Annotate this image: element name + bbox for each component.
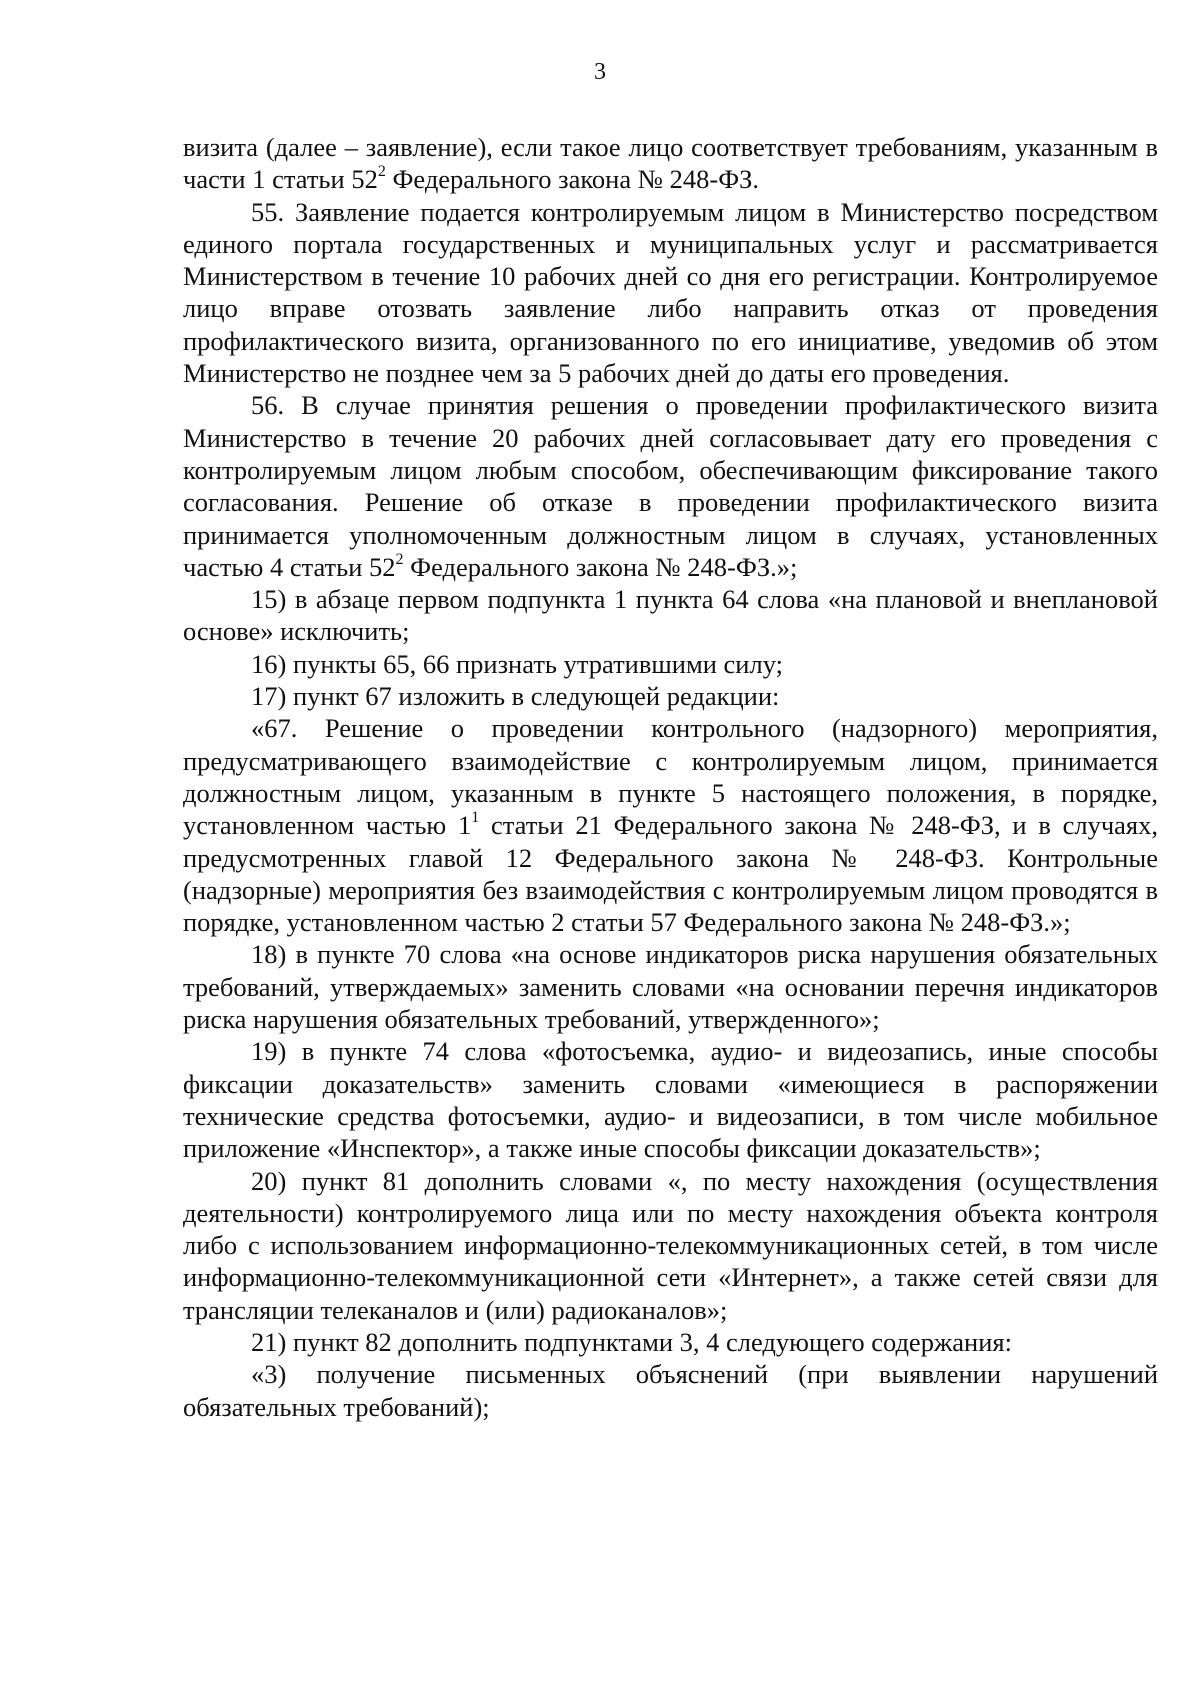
text-segment: Федерального закона № 248-ФЗ.»; — [403, 551, 798, 582]
superscript: 1 — [471, 809, 480, 827]
text-segment: статьи 21 Федерального закона № 248-ФЗ, и в случаях, предусмотренных главой 12 Федерального закона № 248-ФЗ. Контрольные (надзорные) мероприятия без взаимодействия с контролируемым лицом проводятся в порядке, установленном частью 2 статьи 57 Федерального закона № 248-ФЗ.»; — [183, 810, 1158, 938]
text-segment: 17) пункт 67 изложить в следующей редакции: — [251, 681, 780, 712]
text-segment: 16) пункты 65, 66 признать утратившими силу; — [251, 648, 783, 679]
paragraph-p11 — [183, 1326, 1158, 1358]
paragraph-p7 — [183, 712, 1158, 938]
text-segment: визита (далее – заявление), если такое лицо соответствует требованиям, указанным в части 1 статьи 52 — [183, 132, 1158, 195]
page-number: 3 — [594, 59, 606, 85]
paragraph-p8 — [183, 938, 1158, 1035]
superscript: 2 — [395, 551, 404, 569]
text-segment: «3) получение письменных объяснений (при выявлении нарушений обязательных требований); — [183, 1359, 1158, 1422]
paragraph-p12 — [183, 1358, 1158, 1423]
text-segment: «67. Решение о проведении контрольного (надзорного) мероприятия, предусматривающего взаимодействие с контролируемым лицом, принимается должностным лицом, указанным в пункте 5 настоящего положения, в порядке, установленном частью 1 — [183, 713, 1158, 841]
paragraph-p2 — [183, 196, 1158, 390]
text-segment: 55. Заявление подается контролируемым лицом в Министерство посредством единого портала государственных и муниципальных услуг и рассматривается Министерством в течение 10 рабочих дней со дня его регистрации. Контролируемое лицо вправе отозвать заявление либо направить отказ от проведения профилактического визита, организованного по его инициативе, уведомив об этом Министерство не позднее чем за 5 рабочих дней до даты его проведения. — [183, 196, 1158, 389]
paragraph-p9 — [183, 1035, 1158, 1164]
text-segment: 15) в абзаце первом подпункта 1 пункта 64 слова «на плановой и внеплановой основе» исключить; — [183, 584, 1158, 647]
text-segment: 21) пункт 82 дополнить подпунктами 3, 4 следующего содержания: — [251, 1326, 1012, 1357]
paragraph-p1 — [183, 131, 1158, 196]
paragraph-p4 — [183, 583, 1158, 648]
text-segment: 20) пункт 81 дополнить словами «, по месту нахождения (осуществления деятельности) контролируемого лица или по месту нахождения объекта контроля либо с использованием информационно-телекоммуникационных сетей, в том числе информационно-телекоммуникационной сети «Интернет», а также сетей связи для трансляции телеканалов и (или) радиоканалов»; — [183, 1165, 1158, 1325]
text-segment: 19) в пункте 74 слова «фотосъемка, аудио- и видеозапись, иные способы фиксации доказательств» заменить словами «имеющиеся в распоряжении технические средства фотосъемки, аудио- и видеозаписи, в том числе мобильное приложение «Инспектор», а также иные способы фиксации доказательств»; — [183, 1036, 1158, 1164]
paragraph-p6 — [183, 680, 1158, 712]
superscript: 2 — [377, 163, 386, 181]
text-segment: 18) в пункте 70 слова «на основе индикаторов риска нарушения обязательных требований, утверждаемых» заменить словами «на основании перечня индикаторов риска нарушения обязательных требований, утвержденного»; — [183, 939, 1158, 1035]
document-body — [183, 131, 1158, 1423]
paragraph-p5 — [183, 648, 1158, 680]
paragraph-p3 — [183, 389, 1158, 583]
paragraph-p10 — [183, 1165, 1158, 1326]
text-segment: 56. В случае принятия решения о проведении профилактического визита Министерство в течение 20 рабочих дней согласовывает дату его проведения с контролируемым лицом любым способом, обеспечивающим фиксирование такого согласования. Решение об отказе в проведении профилактического визита принимается уполномоченным должностным лицом в случаях, установленных частью 4 статьи 52 — [183, 390, 1158, 582]
text-segment: Федерального закона № 248-ФЗ. — [385, 164, 760, 195]
